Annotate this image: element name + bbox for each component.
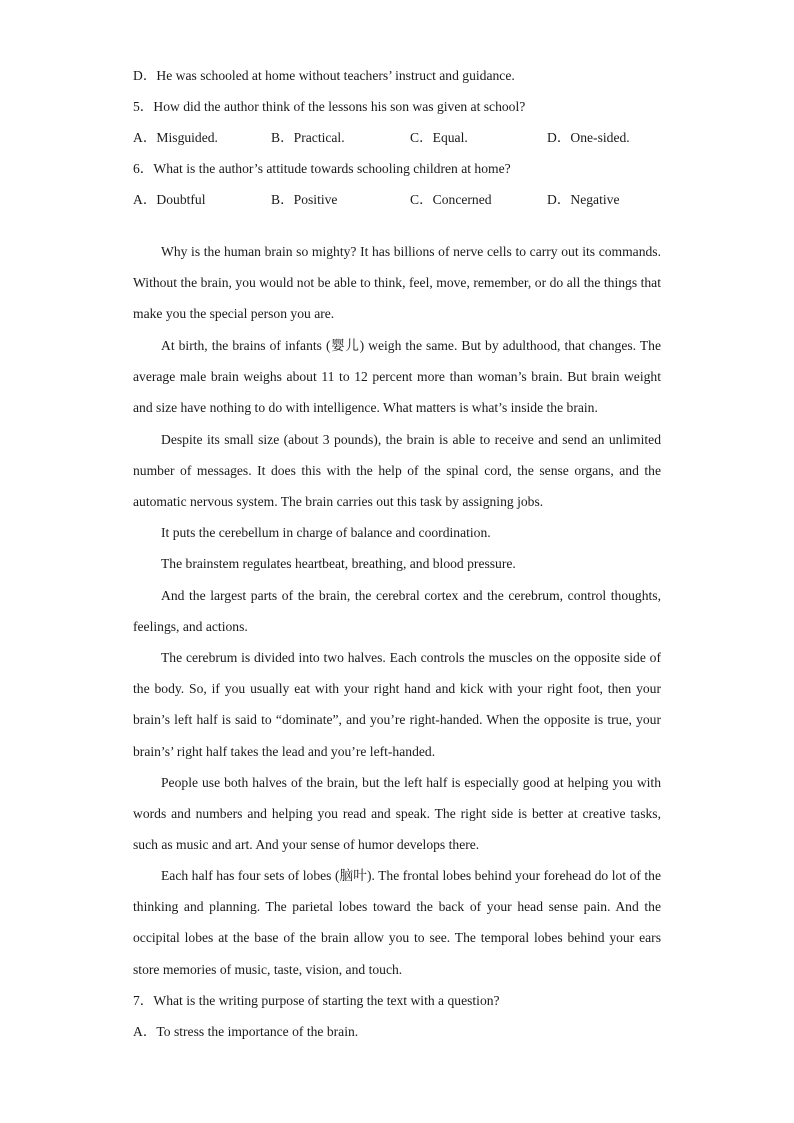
passage-paragraph-3: Despite its small size (about 3 pounds), the brain is able to receive and send an unlimited number of messages. It does this with the help of the spinal cord, the sense organs, and the automatic nervous system. The brain carries out this task by assigning jobs. bbox=[133, 432, 661, 510]
q5-option-a[interactable]: A．Misguided. bbox=[133, 130, 218, 145]
q5-options bbox=[133, 130, 673, 146]
q5-stem: 5．How did the author think of the lessons his son was given at school? bbox=[133, 99, 526, 114]
passage-paragraph-5: The brainstem regulates heartbeat, breathing, and blood pressure. bbox=[161, 556, 516, 571]
q6-stem: 6．What is the author’s attitude towards schooling children at home? bbox=[133, 161, 511, 176]
q7-stem: 7．What is the writing purpose of starting the text with a question? bbox=[133, 993, 500, 1008]
passage-paragraph-4: It puts the cerebellum in charge of balance and coordination. bbox=[161, 525, 491, 540]
q5-option-b[interactable]: B．Practical. bbox=[271, 130, 345, 145]
q6-options bbox=[133, 192, 673, 208]
q6-option-d[interactable]: D．Negative bbox=[547, 192, 620, 207]
q6-option-c[interactable]: C．Concerned bbox=[410, 192, 492, 207]
q5-option-c[interactable]: C．Equal. bbox=[410, 130, 468, 145]
passage-paragraph-7: The cerebrum is divided into two halves. Each controls the muscles on the opposite side of the body. So, if you usually eat with your right hand and kick with your right foot, then your brain’s left half is said to “dominate”, and you’re right-handed. When the opposite is true, your brain’s’ right half takes the lead and you’re left-handed. bbox=[133, 650, 661, 759]
q7-option-a[interactable]: A．To stress the importance of the brain. bbox=[133, 1024, 359, 1039]
passage-paragraph-8: People use both halves of the brain, but the left half is especially good at helping you with words and numbers and helping you read and speak. The right side is better at creative tasks, such as music and art. And your sense of humor develops there. bbox=[133, 775, 661, 853]
q4-option-d: D．He was schooled at home without teachers’ instruct and guidance. bbox=[133, 68, 515, 83]
q6-option-b[interactable]: B．Positive bbox=[271, 192, 338, 207]
q6-option-a[interactable]: A．Doubtful bbox=[133, 192, 206, 207]
q5-option-d[interactable]: D．One-sided. bbox=[547, 130, 630, 145]
passage-paragraph-2: At birth, the brains of infants (婴儿) weigh the same. But by adulthood, that changes. The average male brain weighs about 11 to 12 percent more than woman’s brain. But brain weight and size have nothing to do with intelligence. What matters is what’s inside the brain. bbox=[133, 338, 661, 416]
passage-paragraph-1: Why is the human brain so mighty? It has billions of nerve cells to carry out its commands. Without the brain, you would not be able to think, feel, move, remember, or do all the things that make you the special person you are. bbox=[133, 244, 661, 322]
passage-paragraph-9: Each half has four sets of lobes (脑叶). The frontal lobes behind your forehead do lot of the thinking and planning. The parietal lobes toward the back of your head sense pain. And the occipital lobes at the base of the brain allow you to see. The temporal lobes behind your ears store memories of music, taste, vision, and touch. bbox=[133, 868, 661, 977]
passage-paragraph-6: And the largest parts of the brain, the cerebral cortex and the cerebrum, control thoughts, feelings, and actions. bbox=[133, 588, 661, 635]
